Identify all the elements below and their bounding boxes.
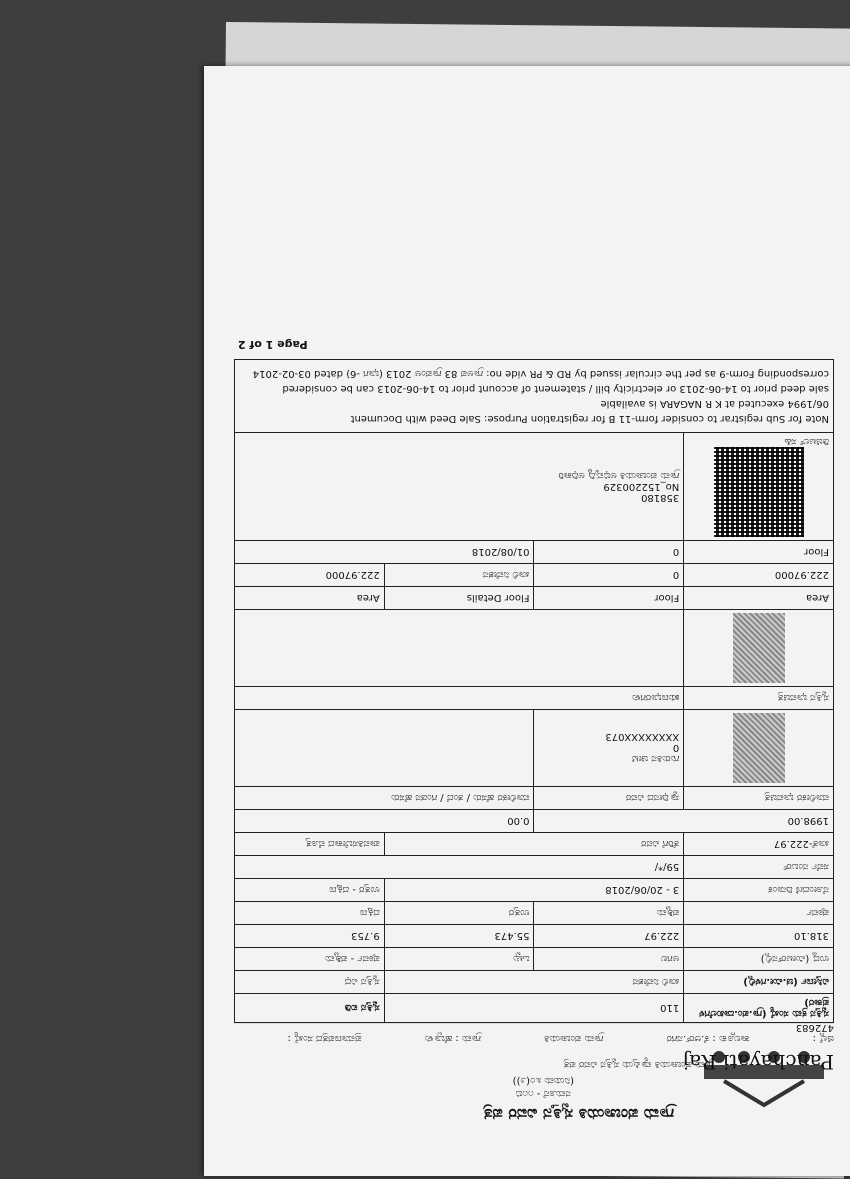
qr-label: ಡಿಜಿಟಲ್ ಸಹಿ: [784, 436, 829, 447]
logo-text: Panchayati Raj: [682, 1050, 834, 1074]
table-row: [235, 925, 834, 948]
survey-label: ಸರ್ವೆ ನಂಬರ್: [684, 856, 834, 879]
dim-header-width: ಅಗಲ: [534, 948, 684, 971]
owner-id-cell: [534, 710, 684, 787]
dim-value-3: 55.473: [384, 925, 534, 948]
floor-h-floor2: Floor: [534, 587, 684, 610]
rotated-content: [204, 66, 850, 1176]
floor-area2: 222.97000: [684, 564, 834, 587]
page-number: Page 1 of 2: [238, 338, 308, 351]
owner-photo-cell: [684, 710, 834, 787]
owner-id-value: XXXXXXXX073: [605, 731, 680, 743]
table-row: [235, 948, 834, 971]
qr-cell: [684, 433, 834, 541]
notes: [235, 360, 834, 433]
tax-value: ಖಾತೆ-222.97: [684, 833, 834, 856]
owner-photo-label: ಮಾಲೀಕರ ಭಾವಚಿತ್ರ: [684, 787, 834, 810]
floor-h-floor: Floor: [684, 541, 834, 564]
document-page: [204, 66, 850, 1176]
page-title: ಗ್ರಾಮ ಪಂಚಾಯತಿ ಸ್ವತ್ತಿನ ವಿವರ ಪತ್ರ: [483, 1105, 674, 1124]
table-row: [235, 433, 834, 541]
table-row: [235, 994, 834, 1023]
balance-value: 0.00: [235, 810, 535, 833]
table-row: [235, 902, 834, 925]
issuance-cell: [235, 433, 684, 541]
table-row: [235, 710, 834, 787]
encumbrance-value: [235, 610, 684, 687]
application-number: 358180: [641, 492, 680, 503]
document-header: [234, 1023, 834, 1136]
boundary-north: ಉತ್ತರ: [384, 902, 534, 925]
table-row: [235, 610, 834, 687]
floor-details: ಖಾಲಿ ನಿವೇಶನ: [384, 564, 534, 587]
table-row: [235, 810, 834, 833]
area-label: ವಿಸ್ತೀರ್ಣ (ಚ.ಮೀ.ಗಳಲ್ಲಿ): [684, 971, 834, 994]
panchayati-raj-logo-icon: [694, 1034, 834, 1124]
form-name: ನಮೂನೆ - ೧೧ಬಿ: [515, 1088, 571, 1099]
issued-by: ಗ್ರಾಮ ಪಂಚಾಯತಿ ಅಭಿವೃದ್ಧಿ ಅಧಿಕಾರಿ: [558, 470, 680, 481]
note-line: corresponding Form-9 as per the circular issued by RD & PR vide no: ಗ್ರಾಅಪ 83 ಗ್ರಾಪಂಅ 2013 (ಭಾಗ -6) dated 03-02-2014: [252, 368, 829, 379]
owner-header: ಮಾಲೀಕರ ಹೆಸರು / ತಂದೆ / ಗಂಡನ ಹೆಸರು: [235, 787, 535, 810]
encumbrance-label: ಋಣಭಾರಗಳು: [235, 687, 684, 710]
dim-header-ns: ಉತ್ತರ - ದಕ್ಷಿಣ: [235, 879, 385, 902]
floor-no: 0: [534, 541, 684, 564]
table-row: [235, 787, 834, 810]
property-no-value: 110: [384, 994, 684, 1023]
boundary-east: ಪೂರ್ವ: [684, 902, 834, 925]
form-number: [513, 1074, 574, 1100]
property-details-table: [234, 359, 834, 1023]
header-description: ಗ್ರಾಮ ಪಂಚಾಯತಿ ವ್ಯಾಪ್ತಿಯ ಸ್ವತ್ತಿನ ವಿವರ ಪತ್ರ: [563, 1059, 714, 1070]
note-line: sale deed prior to 14-06-2013 or electricity bill / statement of account prior to 14-06-2013 can be considered: [282, 383, 829, 394]
reg-date-label: ನೋಂದಣಿ ದಿನಾಂಕ: [684, 879, 834, 902]
form-rule: (ನಿಯಮ ೩೦(೨)): [512, 1075, 574, 1086]
dim-value-4: 9.753: [235, 925, 385, 948]
boundary-west: ಪಶ್ಚಿಮ: [534, 902, 684, 925]
gram-panchayat: ಗ್ರಾಮ ಪಂಚಾಯತಿ: [544, 1033, 604, 1044]
owner-id-zero: 0: [672, 742, 680, 754]
floor-h-area: Area: [235, 587, 385, 610]
note-line: Note for Sub registrar to consider form-11 B for registration Purpose: Sale Deed with Document: [350, 413, 829, 424]
note-line: 06/1994 executed at K R NAGARA is available: [600, 398, 829, 409]
table-row: [235, 541, 834, 564]
floor-area: 222.97000: [235, 564, 385, 587]
dim-header-total: ಒಟ್ಟು: [384, 948, 534, 971]
qr-code-icon: [714, 447, 804, 537]
table-row: [235, 971, 834, 994]
owner-photo: [733, 713, 785, 783]
tax-label: ತೆರಿಗೆ ವಿವರ: [384, 833, 684, 856]
table-row: [235, 856, 834, 879]
dim-value-1: 318.10: [684, 925, 834, 948]
table-row: [235, 687, 834, 710]
table-row: [235, 564, 834, 587]
property-type-value: ಖಾಲಿ ನಿವೇಶನ: [384, 971, 684, 994]
floor-no2: 0: [534, 564, 684, 587]
amount-label: ಪಾವತಿಸಬೇಕಾದ ಮೊತ್ತ: [235, 833, 385, 856]
table-row: [235, 833, 834, 856]
owner-name-cell: [235, 710, 535, 787]
district-label: ಜಿಲ್ಲೆ :: [812, 1033, 834, 1044]
survey-no-value: 59/*/: [235, 856, 684, 879]
certificate-number: ಪ್ರಮಾಣಪತ್ರದ ಸಂಖ್ಯೆ : 472683: [287, 1022, 834, 1044]
property-type-label: ಸ್ವತ್ತಿನ ವಿಧ: [235, 971, 385, 994]
taluk: ತಾಲ್ಲೂಕು : ಕೆ.ಆರ್.ನಗರ: [666, 1033, 750, 1044]
dim-header-length: ಉದ್ದ (ಮೀಟರ್‌ನಲ್ಲಿ): [684, 948, 834, 971]
amount-value: 1998.00: [534, 810, 834, 833]
property-id-label: ಸ್ವತ್ತಿನ ಐಡಿ: [235, 994, 385, 1023]
floor-h-details: Floor Details: [384, 587, 534, 610]
property-photo: [733, 613, 785, 683]
reference-number: No_152200329: [603, 481, 680, 492]
table-row: [235, 879, 834, 902]
table-row: [235, 360, 834, 433]
location-line: [234, 1022, 834, 1044]
property-no-label: ಸ್ವತ್ತಿನ ಕ್ರಮ ಸಂಖ್ಯೆ (ಗ್ರಾ.ಪಂ.ದಾಖಲೆಗಳ ಪ್ರಕಾರ): [684, 994, 834, 1023]
date-issued: 01/08/2018: [235, 541, 535, 564]
ownership-label: ಸ್ವಾಧೀನದ ವಿವರ: [534, 787, 684, 810]
boundary-south: ದಕ್ಷಿಣ: [235, 902, 385, 925]
property-photo-label: ಸ್ವತ್ತಿನ ಭಾವಚಿತ್ರ: [684, 687, 834, 710]
property-photo-cell: [684, 610, 834, 687]
reg-date-value: 3 - 20/06/2018: [384, 879, 684, 902]
dim-header-ew: ಪೂರ್ವ - ಪಶ್ಚಿಮ: [235, 948, 385, 971]
form-11b: [234, 330, 834, 1136]
owner-id-label: ಗುರುತಿನ ಚೀಟಿ: [632, 753, 680, 765]
village: ಗ್ರಾಮ : ಹೆಬ್ಬಾಳು: [424, 1033, 481, 1044]
table-row: [235, 587, 834, 610]
dim-value-2: 222.97: [534, 925, 684, 948]
floor-h-area2: Area: [684, 587, 834, 610]
